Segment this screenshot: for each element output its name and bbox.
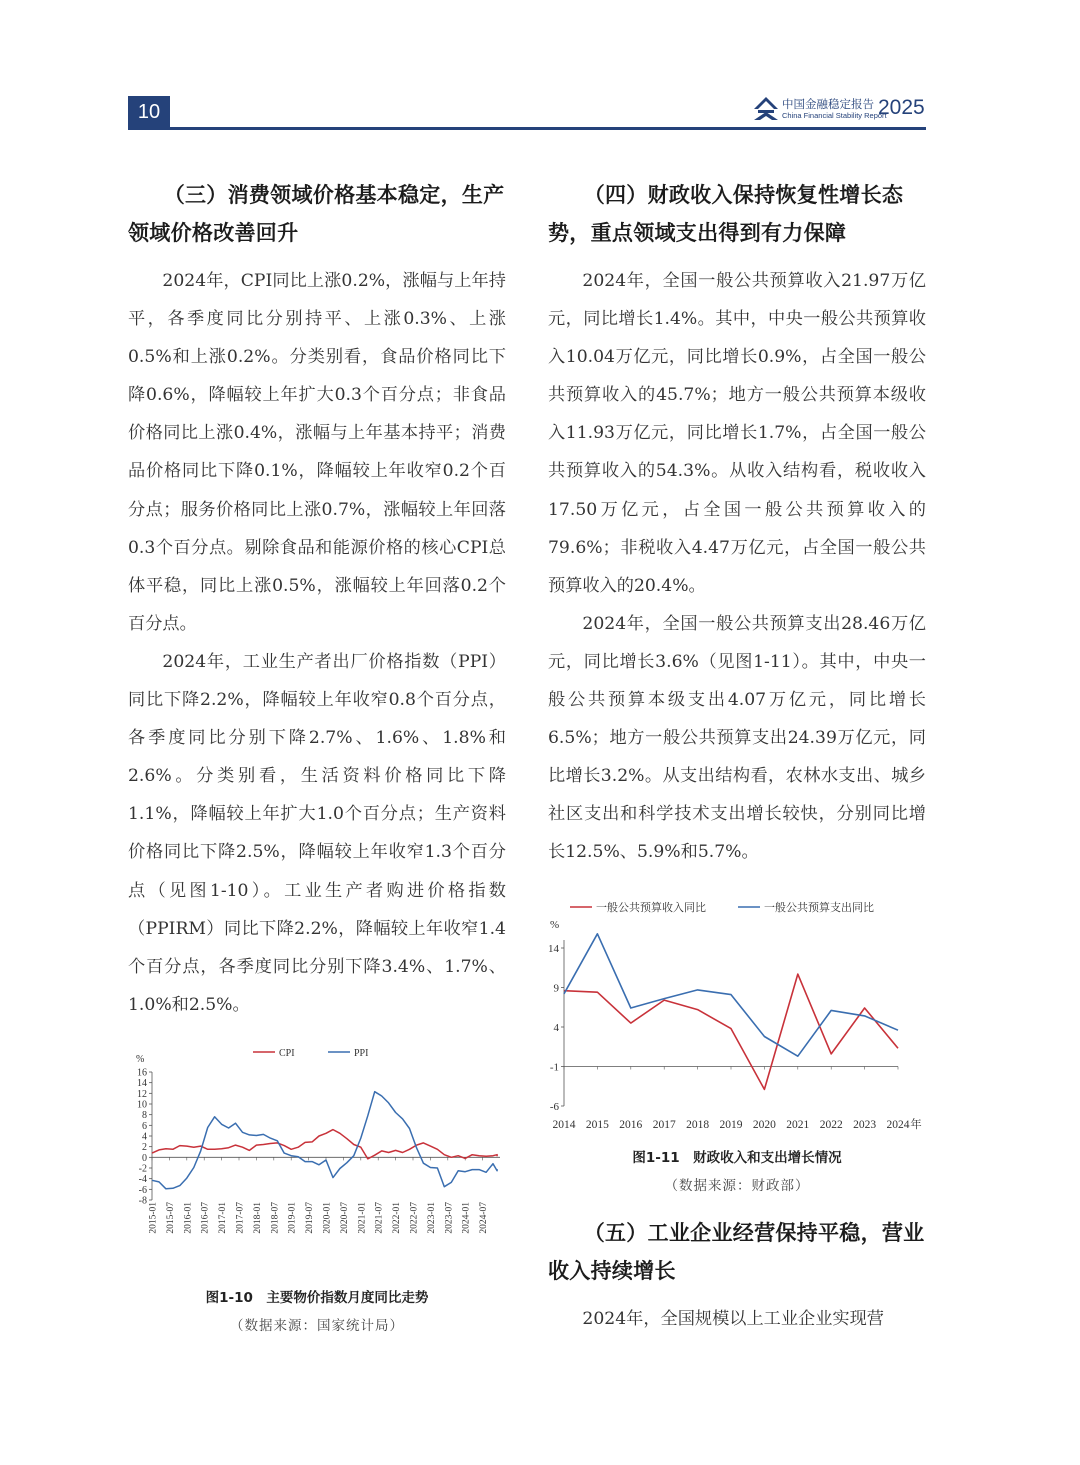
x-tick-label: 2017-07: [235, 1201, 246, 1234]
paragraph-expenditure: 2024年，全国一般公共预算支出28.46万亿元，同比增长3.6%（见图1-11）。其中，中央一般公共预算本级支出4.07万亿元，同比增长6.5%；地方一般公共预算支出24.39万亿元，同比增长3.2%。从支出结构看，农林水支出、城乡社区支出和科学技术支出增长较快，分别同比增长12.5%、5.9%和5.7%。: [548, 613, 926, 863]
y-tick-label: 8: [142, 1110, 147, 1122]
x-tick-label: 2014: [552, 1118, 576, 1131]
y-axis-unit: %: [550, 918, 560, 931]
x-tick-label: 2020: [752, 1118, 776, 1131]
x-tick-label: 2015-07: [165, 1201, 176, 1234]
right-column: [548, 176, 926, 1338]
series-line-ppi: [152, 1092, 497, 1189]
x-tick-label: 2023-01: [426, 1201, 437, 1234]
x-tick-label: 2022-07: [409, 1201, 420, 1234]
section-heading-3: （三）消费领域价格基本稳定，生产领域价格改善回升: [128, 182, 505, 245]
figure-1-10-source: （数据来源：国家统计局）: [230, 1317, 404, 1334]
x-tick-label: 2021-07: [374, 1201, 385, 1234]
report-title-en: China Financial Stability Report: [782, 111, 887, 120]
report-title-cn: 中国金融稳定报告: [782, 97, 874, 111]
y-tick-label: 6: [142, 1120, 147, 1132]
section-heading-4: （四）财政收入保持恢复性增长态势，重点领域支出得到有力保障: [548, 182, 904, 245]
x-tick-label: 2021: [786, 1118, 810, 1131]
series-line-cpi: [152, 1129, 497, 1158]
figure-1-10: [128, 1046, 506, 1334]
figure-1-10-caption: 图1-10 主要物价指数月度同比走势: [205, 1289, 429, 1306]
page-number: 10: [128, 96, 170, 128]
section-heading-5: （五）工业企业经营保持平稳，营业收入持续增长: [548, 1219, 925, 1283]
y-tick-label: 4: [553, 1021, 559, 1034]
x-tick-label: 2018: [686, 1118, 710, 1131]
y-tick-label: 12: [137, 1088, 147, 1100]
price-index-chart: [128, 1046, 506, 1278]
x-tick-label: 2024-01: [461, 1201, 472, 1234]
left-column: [128, 176, 506, 1334]
y-tick-label: -2: [138, 1163, 147, 1175]
y-tick-label: 9: [553, 982, 559, 994]
x-tick-label: 2021-01: [357, 1201, 368, 1234]
x-tick-label: 2022: [819, 1118, 843, 1131]
figure-1-11-caption: 图1-11 财政收入和支出增长情况: [632, 1149, 842, 1166]
y-axis-unit: %: [136, 1053, 145, 1065]
report-year: 2025: [878, 96, 925, 119]
x-tick-label: 2022-01: [392, 1201, 403, 1234]
y-tick-label: 14: [548, 942, 559, 955]
x-tick-label: 2020-07: [339, 1201, 350, 1234]
series-line-revenue: [564, 974, 898, 1089]
paragraph-ppi: 2024年，工业生产者出厂价格指数（PPI）同比下降2.2%，降幅较上年收窄0.8个百分点，各季度同比分别下降2.7%、1.6%、1.8%和2.6%。分类别看，生活资料价格同比下降1.1%，降幅较上年扩大1.0个百分点；生产资料价格同比下降2.5%，降幅较上年收窄1.3个百分点（见图1-10）。工业生产者购进价格指数（PPIRM）同比下降2.2%，降幅较上年收窄1.4个百分点，各季度同比分别下降3.4%、1.7%、1.0%和2.5%。: [128, 651, 506, 1015]
paragraph-revenue: 2024年，全国一般公共预算收入21.97万亿元，同比增长1.4%。其中，中央一般公共预算收入10.04万亿元，同比增长0.9%，占全国一般公共预算收入的45.7%；地方一般公共预算本级收入11.93万亿元，同比增长1.7%，占全国一般公共预算收入的54.3%。从收入结构看，税收收入17.50万亿元，占全国一般公共预算收入的79.6%；非税收入4.47万亿元，占全国一般公共预算收入的20.4%。: [548, 271, 926, 596]
x-tick-label: 2016-01: [183, 1201, 194, 1234]
figure-1-11: [548, 894, 926, 1194]
x-tick-label: 2017: [652, 1118, 676, 1131]
legend-label-expenditure: 一般公共预算支出同比: [764, 901, 874, 914]
y-tick-label: 4: [142, 1131, 147, 1143]
legend-label-ppi: PPI: [354, 1047, 369, 1059]
x-tick-label: 2023-07: [444, 1201, 455, 1234]
y-tick-label: -6: [549, 1100, 559, 1113]
x-tick-label: 2018-01: [252, 1201, 263, 1234]
paragraph-industrial: 2024年，全国规模以上工业企业实现营: [582, 1308, 884, 1329]
y-tick-label: -4: [138, 1174, 147, 1186]
x-tick-label: 2016-07: [200, 1201, 211, 1234]
fiscal-growth-chart: [548, 894, 926, 1138]
x-tick-label: 2015: [585, 1118, 609, 1131]
y-tick-label: 0: [142, 1152, 147, 1164]
y-tick-label: -1: [549, 1061, 559, 1073]
series-line-expenditure: [564, 933, 898, 1055]
legend-label-revenue: 一般公共预算收入同比: [596, 901, 706, 914]
y-tick-label: 10: [137, 1099, 147, 1111]
y-tick-label: -8: [138, 1195, 147, 1207]
x-tick-label: 2024-07: [479, 1201, 490, 1234]
figure-1-11-source: （数据来源：财政部）: [664, 1177, 810, 1194]
x-tick-label: 2019-07: [305, 1201, 316, 1234]
x-tick-label: 2017-01: [218, 1201, 229, 1234]
report-brand: [752, 94, 932, 126]
y-tick-label: -6: [138, 1184, 147, 1196]
x-tick-label: 2018-07: [270, 1201, 281, 1234]
x-tick-label: 2019-01: [287, 1201, 298, 1234]
x-tick-label: 2023: [853, 1118, 877, 1131]
legend-label-cpi: CPI: [279, 1047, 295, 1059]
report-logo-icon: [752, 96, 780, 122]
paragraph-cpi: 2024年，CPI同比上涨0.2%，涨幅与上年持平，各季度同比分别持平、上涨0.3%、上涨0.5%和上涨0.2%。分类别看，食品价格同比下降0.6%，降幅较上年扩大0.3个百分点；非食品价格同比上涨0.4%，涨幅与上年基本持平；消费品价格同比下降0.1%，降幅较上年收窄0.2个百分点；服务价格同比上涨0.7%，涨幅较上年回落0.3个百分点。剔除食品和能源价格的核心CPI总体平稳，同比上涨0.5%，涨幅较上年回落0.2个百分点。: [128, 271, 506, 634]
x-tick-label: 2019: [719, 1118, 743, 1131]
header-rule: [128, 127, 926, 130]
y-tick-label: 14: [137, 1078, 147, 1090]
y-tick-label: 2: [142, 1142, 147, 1154]
x-axis-unit: 年: [910, 1118, 922, 1131]
x-tick-label: 2020-01: [322, 1201, 333, 1234]
y-tick-label: 16: [137, 1067, 147, 1079]
x-tick-label: 2015-01: [148, 1201, 159, 1234]
x-tick-label: 2016: [619, 1118, 643, 1131]
x-tick-label: 2024: [886, 1118, 910, 1131]
